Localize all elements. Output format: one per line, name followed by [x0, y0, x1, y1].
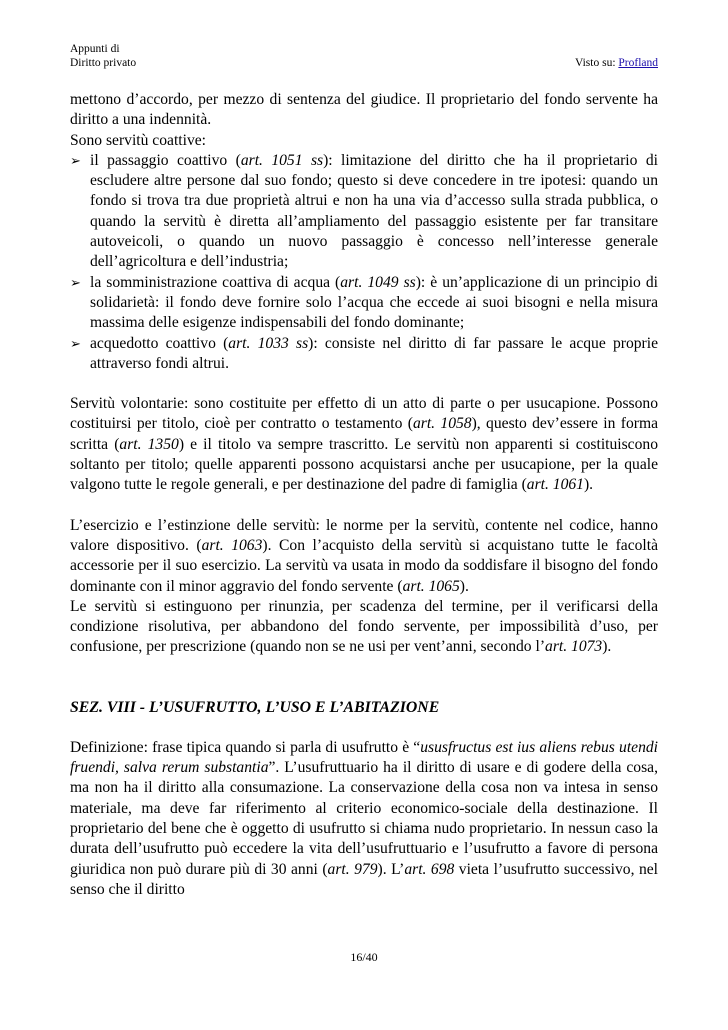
header-source	[575, 56, 658, 70]
header-title-line2: Diritto privato	[70, 57, 137, 69]
list-item: ➢ il passaggio coattivo (art. 1051 ss): limitazione del diritto che ha il proprietario di escludere altre persone dal suo fondo; questo si deve concedere in tre ipotesi: quando un fondo si trova tra due proprietà altrui e non ha una via d’accesso sulla strada pubblica, o quando la servitù è diretta all’ampliamento del passaggio esistente per far transitare autoveicoli, o quando un nuovo passaggio è concesso nell’interesse generale dell’agricoltura e dell’industria;	[70, 151, 658, 271]
page-header	[70, 42, 658, 70]
paragraph-definizione: Definizione: frase tipica quando si parla di usufrutto è “ususfructus est ius aliens rebus utendi fruendi, salva rerum substantia”. L’usufruttuario ha il diritto di usare e di godere della cosa, ma non ha il diritto alla consumazione. La conservazione della cosa non va intesa in senso materiale, ma deve far riferimento al criterio economico-sociale della destinazione. Il proprietario del bene che è oggetto di usufrutto si chiama nudo proprietario. In nessun caso la durata dell’usufrutto può eccedere la vita dell’usufruttuario e l’usufrutto a favore di persona giuridica non può durare più di 30 anni (art. 979). L’art. 698 vieta l’usufrutto successivo, nel senso che il diritto	[70, 738, 659, 898]
paragraph-estinzione: Le servitù si estinguono per rinunzia, per scadenza del termine, per il verificarsi della condizione risolutiva, per abbandono del fondo servente, per impossibilità d’uso, per confusione, per prescrizione (quando non se ne usi per vent’anni, secondo l’art. 1073).	[70, 597, 658, 656]
arrow-bullet-icon: ➢	[70, 335, 81, 351]
coattive-list	[70, 151, 658, 374]
header-title-line1: Appunti di	[70, 43, 120, 55]
paragraph-intro: mettono d’accordo, per mezzo di sentenza del giudice. Il proprietario del fondo servente ha diritto a una indennità.	[70, 91, 658, 129]
arrow-bullet-icon: ➢	[70, 152, 81, 168]
page-number: 16/40	[350, 950, 378, 964]
list-item: ➢ la somministrazione coattiva di acqua (art. 1049 ss): è un’applicazione di un principio di solidarietà: il fondo deve fornire solo l’acqua che eccede ai suoi bisogni e nella misura massima delle esigenze indispensabili del fondo dominante;	[70, 273, 658, 332]
visto-label: Visto su:	[574, 57, 619, 69]
arrow-bullet-icon: ➢	[70, 274, 81, 290]
profland-link[interactable]: Profland	[618, 57, 658, 69]
list-item: ➢ acquedotto coattivo (art. 1033 ss): consiste nel diritto di far passare le acque proprie attraverso fondi altrui.	[70, 334, 659, 372]
document-body	[70, 90, 658, 900]
section-heading: SEZ. VIII - L’USUFRUTTO, L’USO E L’ABITAZIONE	[70, 698, 440, 716]
paragraph-servitu-coattive: Sono servitù coattive:	[70, 131, 206, 149]
paragraph-esercizio: L’esercizio e l’estinzione delle servitù: le norme per la servitù, contente nel codice, hanno valore dispositivo. (art. 1063). Con l’acquisto della servitù si acquistano tutte le facoltà accessorie per il suo esercizio. La servitù va usata in modo da soddisfare il bisogno del fondo dominante con il minor aggravio del fondo servente (art. 1065).	[70, 516, 658, 595]
paragraph-servitu-volontarie: Servitù volontarie: sono costituite per effetto di un atto di parte o per usucapione. Possono costituirsi per titolo, cioè per contratto o testamento (art. 1058), questo dev’essere in forma scritta (art. 1350) e il titolo va sempre trascritto. Le servitù non apparenti si costituiscono soltanto per titolo; quelle apparenti possono acquistarsi anche per usucapione, per la quale valgono tutte le regole generali, e per destinazione del padre di famiglia (art. 1061).	[70, 395, 659, 494]
